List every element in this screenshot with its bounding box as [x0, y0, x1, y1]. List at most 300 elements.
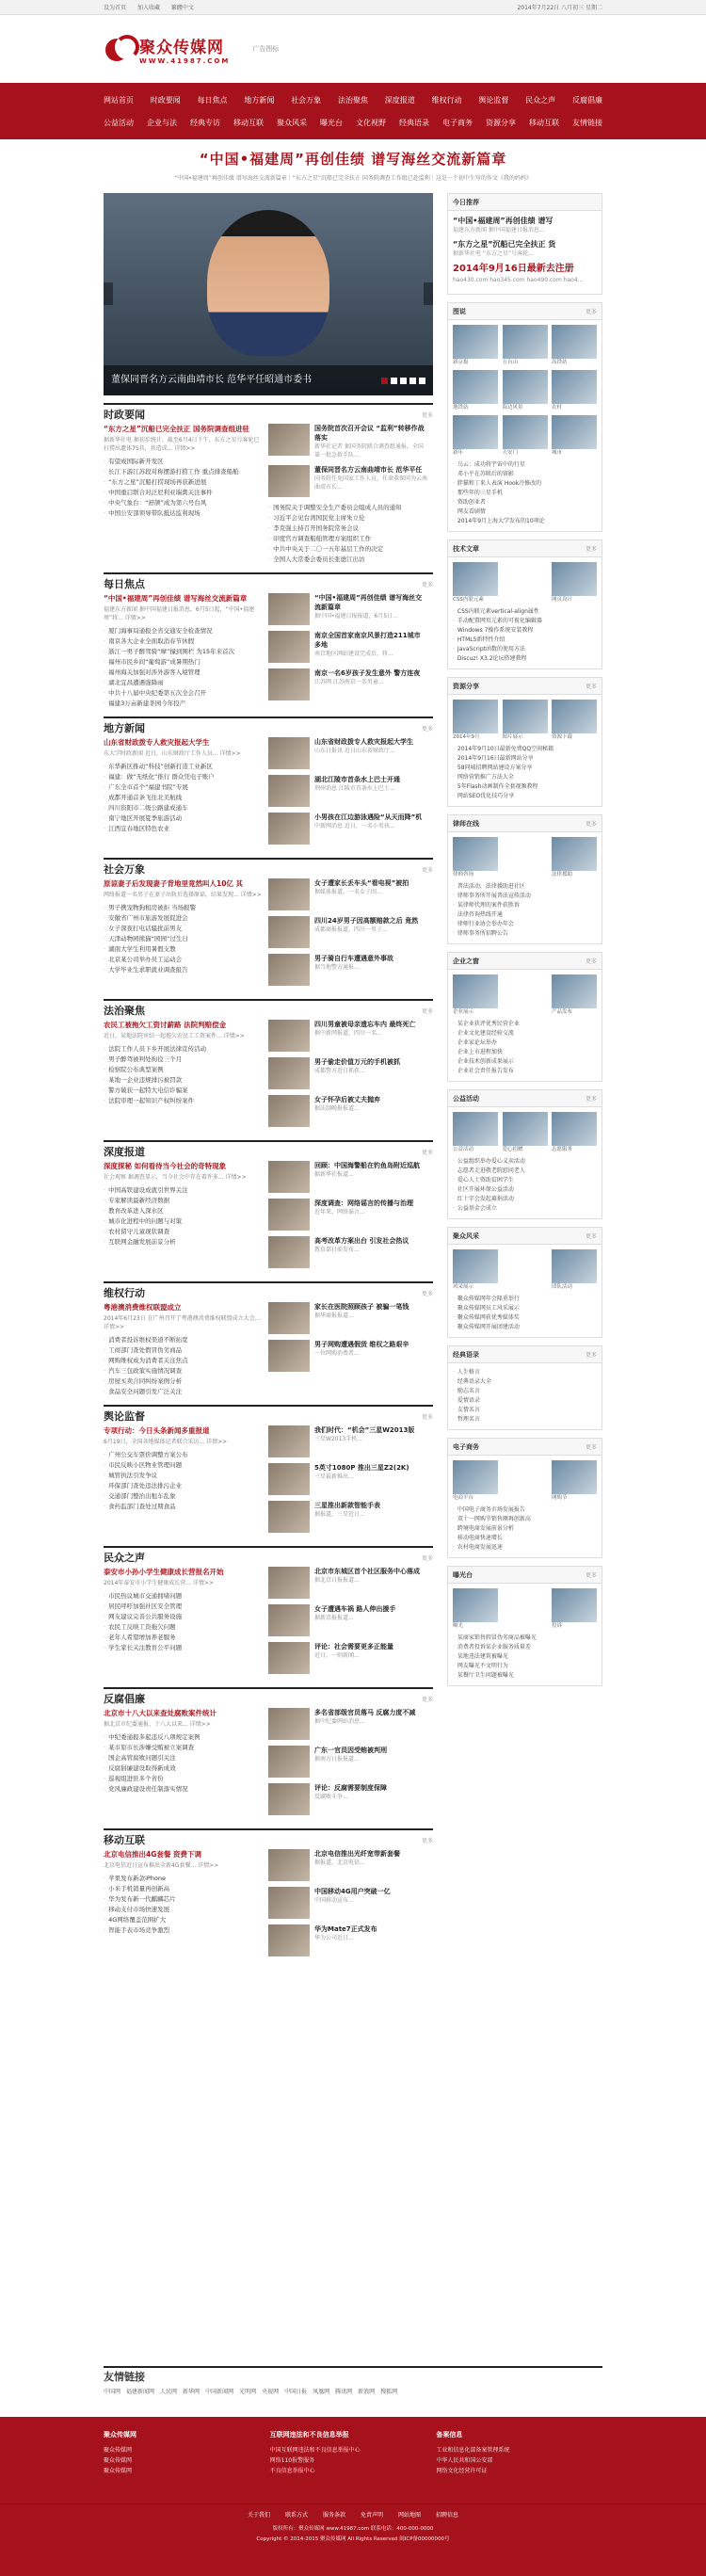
list-item[interactable]: · 全国人大常委会委员长张德江出访: [268, 555, 427, 565]
list-item[interactable]: · 中国重启联合对泛尼利亚瑞禽关注事件: [104, 488, 263, 498]
more-link[interactable]: 更多: [585, 1572, 597, 1579]
thumb-image[interactable]: [503, 415, 548, 449]
thumb-caption[interactable]: 图片展示: [502, 734, 523, 740]
section-title[interactable]: 法治聚焦: [104, 1005, 145, 1017]
thumb-image[interactable]: [552, 700, 597, 733]
thumbnail-image[interactable]: [268, 775, 310, 807]
sidebar-list-item[interactable]: · 2014年9月上海大学发布的10项论: [453, 517, 597, 526]
sidebar-list-item[interactable]: · 某地违法建筑被曝光: [453, 1652, 597, 1662]
footer-col-item[interactable]: 聚众传媒网: [104, 2468, 133, 2474]
sidebar-list-item[interactable]: · 2014年9月16日最新网站分享: [453, 754, 597, 764]
list-item[interactable]: · 男子醉驾被判处拘役三个月: [104, 1055, 263, 1065]
footer-col-item[interactable]: 网络110报警服务: [269, 2457, 315, 2464]
thumb-item[interactable]: [552, 415, 597, 457]
sidebar-list-item[interactable]: · CSS内联元素vertical-align属性: [453, 607, 597, 617]
pic-headline[interactable]: 湖北江陵市首条水上巴士开通: [314, 776, 400, 783]
list-item[interactable]: · 房屋买卖合同纠纷案例分析: [104, 1377, 263, 1387]
thumb-item[interactable]: [453, 415, 498, 457]
sidebar-list-item[interactable]: · 某企业获评优秀民营企业: [453, 1020, 597, 1029]
add-favorite-link[interactable]: 加入收藏: [136, 5, 160, 11]
slider-dot-icon[interactable]: [391, 378, 397, 384]
today-item-title[interactable]: “中国•福建周”再创佳绩 谱写: [453, 217, 554, 225]
thumbnail-image[interactable]: [268, 424, 310, 456]
list-item[interactable]: · 中央气象台：“舒颉”成为第六号台风: [104, 498, 263, 508]
thumb-caption[interactable]: 企业展示: [453, 1009, 474, 1015]
friend-link[interactable]: 光明网: [239, 2389, 257, 2395]
pic-item[interactable]: [268, 465, 427, 497]
more-link[interactable]: 更多: [421, 1554, 433, 1562]
thumb-caption[interactable]: 新京报: [453, 360, 469, 365]
sidebar-list-item[interactable]: · 法律咨询热线开通: [453, 910, 597, 920]
sidebar-list-item[interactable]: · 红十字会发起募捐活动: [453, 1195, 597, 1204]
sidebar-list-item[interactable]: · 爱心人士资助贫困学生: [453, 1176, 597, 1185]
pic-item[interactable]: [268, 1501, 427, 1533]
thumb-caption[interactable]: 网购节: [552, 1495, 568, 1501]
pic-headline[interactable]: 家长在医院照顾孩子 被骗一笔钱: [314, 1303, 409, 1311]
thumb-image[interactable]: [453, 562, 498, 596]
list-item[interactable]: · 环保部门查处违法排污企业: [104, 1481, 263, 1491]
thumb-item[interactable]: [552, 325, 597, 366]
more-link[interactable]: 更多: [585, 1096, 597, 1103]
footer-link[interactable]: 服务条款: [322, 2512, 345, 2519]
sidebar-list-item[interactable]: · 5年Flash动画制作全套视频教程: [453, 782, 597, 792]
list-item[interactable]: · 专家解读最新经济数据: [104, 1196, 263, 1206]
nav-item[interactable]: 经典专访: [190, 118, 220, 127]
thumbnail-image[interactable]: [268, 1340, 310, 1372]
thumb-item[interactable]: [552, 837, 597, 878]
logo[interactable]: [104, 34, 230, 65]
pic-headline[interactable]: 中国移动4G用户突破一亿: [314, 1888, 391, 1895]
list-item[interactable]: · 大学毕业生求职就业调查报告: [104, 965, 263, 975]
list-item[interactable]: · 居民呼吁加强社区安全管理: [104, 1602, 263, 1612]
thumb-caption[interactable]: 新年: [453, 450, 464, 456]
thumb-caption[interactable]: 产品发布: [552, 1009, 573, 1015]
pic-headline[interactable]: 深度调查：网络谣言的传播与治理: [314, 1199, 413, 1207]
nav-item[interactable]: 经典语录: [399, 118, 429, 127]
list-item[interactable]: · 江西宜春地区特色农业: [104, 824, 263, 834]
thumb-caption[interactable]: 海边风景: [502, 405, 523, 411]
today-item-title[interactable]: “东方之星”沉船已完全扶正 货: [453, 240, 556, 249]
list-item[interactable]: · 男子携宠物狗租房被拒 当场报警: [104, 903, 263, 913]
traditional-chinese-link[interactable]: 繁體中文: [170, 5, 194, 11]
list-item[interactable]: · 国务院关于调整安全生产委员会组成人员的通知: [268, 503, 427, 513]
list-item[interactable]: · 南京各大企业全面取消春节休假: [104, 636, 263, 647]
list-item[interactable]: · 某市原市长涉嫌受贿被立案调查: [104, 1743, 263, 1753]
list-item[interactable]: · 汽车三包政策实施情况调查: [104, 1366, 263, 1377]
thumb-caption[interactable]: 志愿服务: [552, 1147, 573, 1152]
pic-item[interactable]: [268, 1199, 427, 1231]
friend-link[interactable]: 新华网: [183, 2389, 201, 2395]
thumb-caption[interactable]: 城市: [552, 450, 563, 456]
thumb-item[interactable]: [453, 370, 498, 411]
sidebar-list-item[interactable]: · 律师行业协会举办年会: [453, 920, 597, 929]
friend-link[interactable]: 凤凰网: [313, 2389, 330, 2395]
pic-headline[interactable]: 三星推出新款智能手表: [314, 1502, 380, 1509]
thumb-image[interactable]: [453, 415, 498, 449]
sidebar-list-item[interactable]: · JavaScript函数的使用方法: [453, 645, 597, 654]
pic-headline[interactable]: 北京市东城区首个社区服务中心落成: [314, 1568, 420, 1575]
list-item[interactable]: · 法院工作人员下乡开展法律宣传活动: [104, 1044, 263, 1055]
footer-col-item[interactable]: 聚众传媒网: [104, 2447, 133, 2454]
thumb-image[interactable]: [453, 974, 498, 1008]
thumbnail-image[interactable]: [268, 1501, 310, 1533]
pic-headline[interactable]: 回顾：中国海警船在钓鱼岛附近巡航: [314, 1162, 420, 1169]
list-item[interactable]: · 网友建议完善公共服务设施: [104, 1612, 263, 1622]
footer-col-item[interactable]: 中华人民共和国公安部: [436, 2457, 493, 2464]
sidebar-list-item[interactable]: · 经典语录大全: [453, 1377, 597, 1387]
list-item[interactable]: · 天津动物园熊猫“园园”过生日: [104, 934, 263, 944]
thumb-image[interactable]: [453, 370, 498, 404]
sidebar-list-item[interactable]: · 人生格言: [453, 1368, 597, 1377]
thumb-image[interactable]: [453, 1460, 498, 1494]
thumbnail-image[interactable]: [268, 1095, 310, 1127]
list-item[interactable]: · 苹果发布新款iPhone: [104, 1874, 263, 1884]
thumb-item[interactable]: [552, 1112, 597, 1153]
thumb-item[interactable]: [453, 1588, 498, 1630]
headline-title[interactable]: “中国•福建周”再创佳绩 谱写海丝交流新篇章: [199, 151, 507, 168]
list-item[interactable]: · 市民反映小区物业管理问题: [104, 1460, 263, 1471]
lead-headline[interactable]: 深度探秘 如何看待当今社会的奇特现象: [104, 1162, 227, 1170]
nav-item[interactable]: 移动互联: [233, 118, 264, 127]
footer-col-item[interactable]: 中国互联网违法和不良信息举报中心: [269, 2447, 361, 2454]
pic-item[interactable]: [268, 737, 427, 769]
pic-headline[interactable]: 女子遭遇车祸 路人伸出援手: [314, 1605, 396, 1613]
list-item[interactable]: · 福州市民乡间“葡萄游”成暑期热门: [104, 657, 263, 668]
sidebar-list-item[interactable]: · 爱情语录: [453, 1396, 597, 1406]
pic-item[interactable]: [268, 1020, 427, 1052]
list-item[interactable]: · 某地一企业违规排污被罚款: [104, 1075, 263, 1086]
list-item[interactable]: · 小米手机销量再创新高: [104, 1884, 263, 1894]
lead-headline[interactable]: 专项行动：今日头条新闻多重报道: [104, 1426, 210, 1435]
section-title[interactable]: 反腐倡廉: [104, 1693, 145, 1705]
pic-item[interactable]: [268, 775, 427, 807]
thumb-item[interactable]: [453, 562, 498, 604]
sidebar-list-item[interactable]: · Discuz! X3.2论坛搭建教程: [453, 654, 597, 664]
pic-headline[interactable]: 南京一名6岁孩子发生意外 警方连夜: [314, 669, 421, 677]
thumb-image[interactable]: [552, 415, 597, 449]
pic-item[interactable]: [268, 1604, 427, 1636]
more-link[interactable]: 更多: [421, 1413, 433, 1421]
pic-item[interactable]: [268, 954, 427, 986]
slider-dot-icon[interactable]: [409, 378, 416, 384]
thumb-item[interactable]: [453, 700, 498, 741]
list-item[interactable]: · 厦门海事局通报全省交通安全检查情况: [104, 626, 263, 636]
nav-item[interactable]: 深度报道: [384, 95, 415, 105]
nav-item[interactable]: 资源分享: [486, 118, 516, 127]
pic-item[interactable]: [268, 1425, 427, 1457]
more-link[interactable]: 更多: [421, 581, 433, 588]
section-title[interactable]: 移动互联: [104, 1834, 145, 1846]
list-item[interactable]: · 农民工反映工资拖欠问题: [104, 1622, 263, 1633]
more-link[interactable]: 更多: [421, 1837, 433, 1844]
nav-item[interactable]: 企业与法: [147, 118, 177, 127]
more-link[interactable]: 更多: [421, 411, 433, 419]
nav-item[interactable]: 曝光台: [320, 118, 343, 127]
thumb-image[interactable]: [453, 1249, 498, 1283]
more-link[interactable]: 更多: [585, 309, 597, 315]
pic-headline[interactable]: 我们时代：“机会”三星W2013版: [314, 1426, 415, 1434]
more-link[interactable]: 更多: [421, 725, 433, 733]
list-item[interactable]: · 成都开通首条飞往北美航线: [104, 793, 263, 803]
section-title[interactable]: 深度报道: [104, 1146, 145, 1158]
list-item[interactable]: · 党风廉政建设责任制落实情况: [104, 1784, 263, 1795]
list-item[interactable]: · 有望成国际新开发区: [104, 457, 263, 467]
thumb-item[interactable]: [552, 562, 597, 604]
thumb-caption[interactable]: 地铁站: [453, 405, 469, 411]
pic-item[interactable]: [268, 1887, 427, 1919]
list-item[interactable]: · 北京某公司举办员工运动会: [104, 955, 263, 965]
set-homepage-link[interactable]: 设为首页: [104, 5, 127, 11]
sidebar-list-item[interactable]: · 网友看剧情: [453, 507, 597, 517]
thumbnail-image[interactable]: [268, 1463, 310, 1495]
thumb-image[interactable]: [503, 370, 548, 404]
slider-dot-icon[interactable]: [381, 378, 388, 384]
list-item[interactable]: · 老年人希望增加养老服务: [104, 1633, 263, 1643]
list-item[interactable]: · “东方之星”沉船打捞现场再获新进展: [104, 477, 263, 488]
thumb-caption[interactable]: CSS内联元素: [453, 597, 484, 603]
footer-link[interactable]: 免责声明: [361, 2512, 384, 2519]
list-item[interactable]: · 工商部门查处假冒伪劣商品: [104, 1345, 263, 1356]
pic-headline[interactable]: 男子偷走价值万元的手机被抓: [314, 1058, 400, 1066]
thumbnail-image[interactable]: [268, 916, 310, 948]
thumb-image[interactable]: [453, 325, 498, 359]
sidebar-list-item[interactable]: · Windows 7操作系统安装教程: [453, 626, 597, 636]
thumbnail-image[interactable]: [268, 1746, 310, 1778]
list-item[interactable]: · 福州海关加强对涉外游客入境管理: [104, 668, 263, 678]
lead-headline[interactable]: 山东省财政拨专人救灾报起大学生: [104, 738, 210, 747]
list-item[interactable]: · 巡视组进驻多个省份: [104, 1774, 263, 1784]
thumb-caption[interactable]: 爱心捐赠: [502, 1147, 523, 1152]
footer-link[interactable]: 联系方式: [284, 2512, 308, 2519]
today-big-link[interactable]: 2014年9月16日最新去注册: [453, 264, 574, 274]
pic-item[interactable]: [268, 1708, 427, 1740]
list-item[interactable]: · 湖北宜昌遭遇强降雨: [104, 678, 263, 688]
thumb-image[interactable]: [503, 700, 548, 733]
header-ad[interactable]: 广告图标: [252, 45, 280, 53]
section-title[interactable]: 民众之声: [104, 1552, 145, 1564]
pic-item[interactable]: [268, 1849, 427, 1881]
nav-item[interactable]: 民众之声: [525, 95, 556, 105]
thumb-caption[interactable]: 律师咨询: [453, 872, 474, 877]
thumb-item[interactable]: [552, 700, 597, 741]
thumb-caption[interactable]: 网页设计: [552, 597, 573, 603]
more-link[interactable]: 更多: [585, 1444, 597, 1451]
thumb-image[interactable]: [552, 974, 597, 1008]
list-item[interactable]: · 华为发布新一代麒麟芯片: [104, 1894, 263, 1905]
thumb-image[interactable]: [552, 325, 597, 359]
pic-headline[interactable]: 男子网购遭遇假货 维权之路艰辛: [314, 1341, 409, 1348]
thumb-image[interactable]: [552, 1112, 597, 1146]
pic-item[interactable]: [268, 1746, 427, 1778]
thumb-image[interactable]: [552, 1588, 597, 1622]
sidebar-list-item[interactable]: · HTML5新特性介绍: [453, 636, 597, 645]
pic-headline[interactable]: 女子遭家长丢车头“看电视”被拍: [314, 879, 409, 887]
sidebar-list-item[interactable]: · 手动配置网页元素的可视化编辑器: [453, 617, 597, 626]
thumb-item[interactable]: [453, 325, 498, 366]
thumb-item[interactable]: [503, 415, 548, 457]
thumbnail-image[interactable]: [268, 1783, 310, 1815]
lead-headline[interactable]: 粤港澳消费维权联盟成立: [104, 1303, 182, 1312]
pic-item[interactable]: [268, 668, 427, 700]
lead-headline[interactable]: 北京电信推出4G套餐 资费下调: [104, 1850, 201, 1859]
pic-headline[interactable]: 评论：反腐需要制度保障: [314, 1784, 387, 1792]
list-item[interactable]: · 网购维权成为消费者关注焦点: [104, 1356, 263, 1366]
footer-col-item[interactable]: 网络文化经营许可证: [436, 2468, 488, 2474]
list-item[interactable]: · 广东全市首个“福建书院”专展: [104, 782, 263, 793]
thumbnail-image[interactable]: [268, 631, 310, 663]
pic-headline[interactable]: 高考改革方案出台 引发社会热议: [314, 1237, 409, 1245]
list-item[interactable]: · 中纪委通报多起违反八项规定案例: [104, 1732, 263, 1743]
pic-headline[interactable]: 评论：社会需要更多正能量: [314, 1643, 393, 1650]
more-link[interactable]: 更多: [421, 1149, 433, 1156]
sidebar-list-item[interactable]: · 企业上市进程加快: [453, 1048, 597, 1057]
list-item[interactable]: · 食品安全问题引发广泛关注: [104, 1387, 263, 1397]
footer-col-item[interactable]: 工业和信息化部备案管理系统: [436, 2447, 510, 2454]
footer-col-item[interactable]: 不良信息举报中心: [269, 2468, 315, 2474]
friend-link[interactable]: 中国新闻网: [205, 2389, 234, 2395]
list-item[interactable]: · 食药监部门查处过期食品: [104, 1502, 263, 1512]
list-item[interactable]: · 南宁地区开展夏季旅游活动: [104, 813, 263, 824]
thumbnail-image[interactable]: [268, 1604, 310, 1636]
slider-dot-icon[interactable]: [419, 378, 425, 384]
thumb-image[interactable]: [503, 325, 548, 359]
nav-item[interactable]: 维权行动: [431, 95, 462, 105]
headline-sub[interactable]: “中国•福建周”再创佳绩 谱写海丝交流新篇章｜“东方之星”沉船已完全扶正 国务院调查工作组已赴监利｜这是一个初中生写的作文《我的妈妈》: [174, 175, 532, 182]
list-item[interactable]: · 安徽省广州市旅游发展促进会: [104, 913, 263, 924]
thumb-image[interactable]: [552, 562, 597, 596]
lead-headline[interactable]: 农民工被拖欠工资讨薪路 法院判赔偿金: [104, 1021, 227, 1029]
list-item[interactable]: · 女子深夜打电话骚扰前男友: [104, 924, 263, 934]
pic-headline[interactable]: 南京全国首家南京风景打造211城市 多地: [314, 632, 421, 649]
pic-item[interactable]: [268, 1924, 427, 1956]
thumb-caption[interactable]: 五台山: [502, 360, 519, 365]
sidebar-list-item[interactable]: · 农村电商发展迅速: [453, 1543, 597, 1553]
thumbnail-image[interactable]: [268, 878, 310, 910]
thumb-image[interactable]: [552, 837, 597, 871]
list-item[interactable]: · 长江下游江苏段对称摆游打捞工作 重点排查船舶: [104, 467, 263, 477]
lead-headline[interactable]: 泰安市小孙小学生健康成长营报名开始: [104, 1568, 224, 1576]
thumbnail-image[interactable]: [268, 737, 310, 769]
thumb-caption[interactable]: 高铁站: [552, 360, 568, 365]
friend-link[interactable]: 央视网: [262, 2389, 280, 2395]
thumbnail-image[interactable]: [268, 1642, 310, 1674]
sidebar-list-item[interactable]: · 那些年的三星手机: [453, 489, 597, 498]
sidebar-list-item[interactable]: · 律师事务所招聘公告: [453, 929, 597, 939]
pic-item[interactable]: [268, 1057, 427, 1089]
thumb-image[interactable]: [453, 1588, 498, 1622]
list-item[interactable]: · 中国公安部领导带队抵达监利现场: [104, 508, 263, 519]
thumb-image[interactable]: [552, 370, 597, 404]
list-item[interactable]: · 移动支付市场快速发展: [104, 1905, 263, 1915]
sidebar-list-item[interactable]: · 聚众传媒网开展团建活动: [453, 1323, 597, 1332]
sidebar-list-item[interactable]: · 某餐厅卫生问题被曝光: [453, 1671, 597, 1681]
sidebar-list-item[interactable]: · 双十一网购节销售额再创新高: [453, 1515, 597, 1524]
section-title[interactable]: 每日焦点: [104, 578, 145, 590]
thumbnail-image[interactable]: [268, 1302, 310, 1334]
nav-item[interactable]: 电子商务: [442, 118, 473, 127]
list-item[interactable]: · 4G网络覆盖范围扩大: [104, 1915, 263, 1925]
pic-item[interactable]: [268, 1095, 427, 1127]
slider-caption[interactable]: 董保同晋名方云南曲靖市长 范华平任昭通市委书: [104, 365, 433, 395]
list-item[interactable]: · 浙江一男子醉驾骑“摩”撞到围栏 为15年来首次: [104, 647, 263, 657]
list-item[interactable]: · 消费者投诉维权渠道不断拓宽: [104, 1335, 263, 1345]
thumb-caption[interactable]: 曝光: [453, 1623, 464, 1629]
pic-headline[interactable]: 董保同晋名方云南曲靖市长 范华平任: [314, 466, 423, 474]
thumb-caption[interactable]: 公益活动: [453, 1147, 474, 1152]
list-item[interactable]: · 中共十八届中央纪委第五次全会召开: [104, 688, 263, 699]
thumb-item[interactable]: [552, 1588, 597, 1630]
thumbnail-image[interactable]: [268, 1567, 310, 1599]
pic-item[interactable]: [268, 631, 427, 663]
thumb-item[interactable]: [503, 370, 548, 411]
thumb-item[interactable]: [503, 1112, 548, 1153]
thumbnail-image[interactable]: [268, 1425, 310, 1457]
footer-col-item[interactable]: 聚众传媒网: [104, 2457, 133, 2464]
list-item[interactable]: · 反腐倡廉建设取得新成效: [104, 1763, 263, 1774]
sidebar-list-item[interactable]: · 励志名言: [453, 1387, 597, 1396]
pic-item[interactable]: [268, 1463, 427, 1495]
section-title[interactable]: 地方新闻: [104, 722, 145, 734]
thumbnail-image[interactable]: [268, 1161, 310, 1193]
thumbnail-image[interactable]: [268, 813, 310, 845]
sidebar-list-item[interactable]: · 网络营销推广方法大全: [453, 773, 597, 782]
slider-prev-icon[interactable]: [104, 282, 113, 305]
pic-headline[interactable]: 男子骑自行车遭遇意外事故: [314, 955, 393, 962]
thumb-caption[interactable]: 农村: [552, 405, 563, 411]
thumb-image[interactable]: [552, 1249, 597, 1283]
list-item[interactable]: · 农村留守儿童现状调查: [104, 1227, 263, 1237]
thumbnail-image[interactable]: [268, 1057, 310, 1089]
thumb-item[interactable]: [552, 1249, 597, 1291]
section-title[interactable]: 舆论监督: [104, 1410, 145, 1423]
slider-next-icon[interactable]: [424, 282, 433, 305]
pic-item[interactable]: [268, 1783, 427, 1815]
today-urls[interactable]: hao430.com hao345.com hao490.com hao4...: [453, 277, 584, 283]
sidebar-list-item[interactable]: · 公益组织举办爱心义卖活动: [453, 1157, 597, 1167]
sidebar-list-item[interactable]: · 移动电商快速增长: [453, 1534, 597, 1543]
thumb-caption[interactable]: 2014年9月: [453, 734, 480, 740]
more-link[interactable]: 更多: [585, 1352, 597, 1359]
nav-item[interactable]: 文化视野: [356, 118, 386, 127]
thumb-item[interactable]: [453, 837, 498, 878]
list-item[interactable]: · 市民热议城市交通拥堵问题: [104, 1591, 263, 1602]
sidebar-list-item[interactable]: · 网站SEO优化技巧分享: [453, 792, 597, 801]
thumb-item[interactable]: [552, 370, 597, 411]
nav-item[interactable]: 公益活动: [104, 118, 134, 127]
pic-headline[interactable]: 国务院首次召开会议 “监利”转移作战落实: [314, 425, 425, 442]
sidebar-list-item[interactable]: · 律师事务所开展普法宣传活动: [453, 892, 597, 901]
sidebar-list-item[interactable]: · 企业家论坛举办: [453, 1038, 597, 1048]
thumbnail-image[interactable]: [268, 465, 310, 497]
thumb-caption[interactable]: 投诉: [552, 1623, 563, 1629]
thumb-caption[interactable]: 法律援助: [552, 872, 573, 877]
sidebar-list-item[interactable]: · 聚众传媒网年会隆重举行: [453, 1295, 597, 1304]
list-item[interactable]: · 四川资阳市二级公路建成通车: [104, 803, 263, 813]
thumb-image[interactable]: [453, 837, 498, 871]
thumbnail-image[interactable]: [268, 1199, 310, 1231]
pic-headline[interactable]: 广东一官员因受贿被判刑: [314, 1747, 387, 1754]
nav-item[interactable]: 地方新闻: [244, 95, 275, 105]
list-item[interactable]: · 东华新区推动“科技”创新打造工业新区: [104, 762, 263, 772]
thumbnail-image[interactable]: [268, 954, 310, 986]
pic-item[interactable]: [268, 1236, 427, 1268]
sidebar-list-item[interactable]: · 中国电子商务市场发展报告: [453, 1505, 597, 1515]
sidebar-list-item[interactable]: · 志愿者走进敬老院慰问老人: [453, 1167, 597, 1176]
sidebar-list-item[interactable]: · 乌云：成功将宇宙中的行星: [453, 460, 597, 470]
list-item[interactable]: · 湖南大学生利用暑假支教: [104, 944, 263, 955]
pic-item[interactable]: [268, 1567, 427, 1599]
pic-headline[interactable]: “中国•福建周”再创佳绩 谱写海丝交流新篇章: [314, 594, 423, 611]
